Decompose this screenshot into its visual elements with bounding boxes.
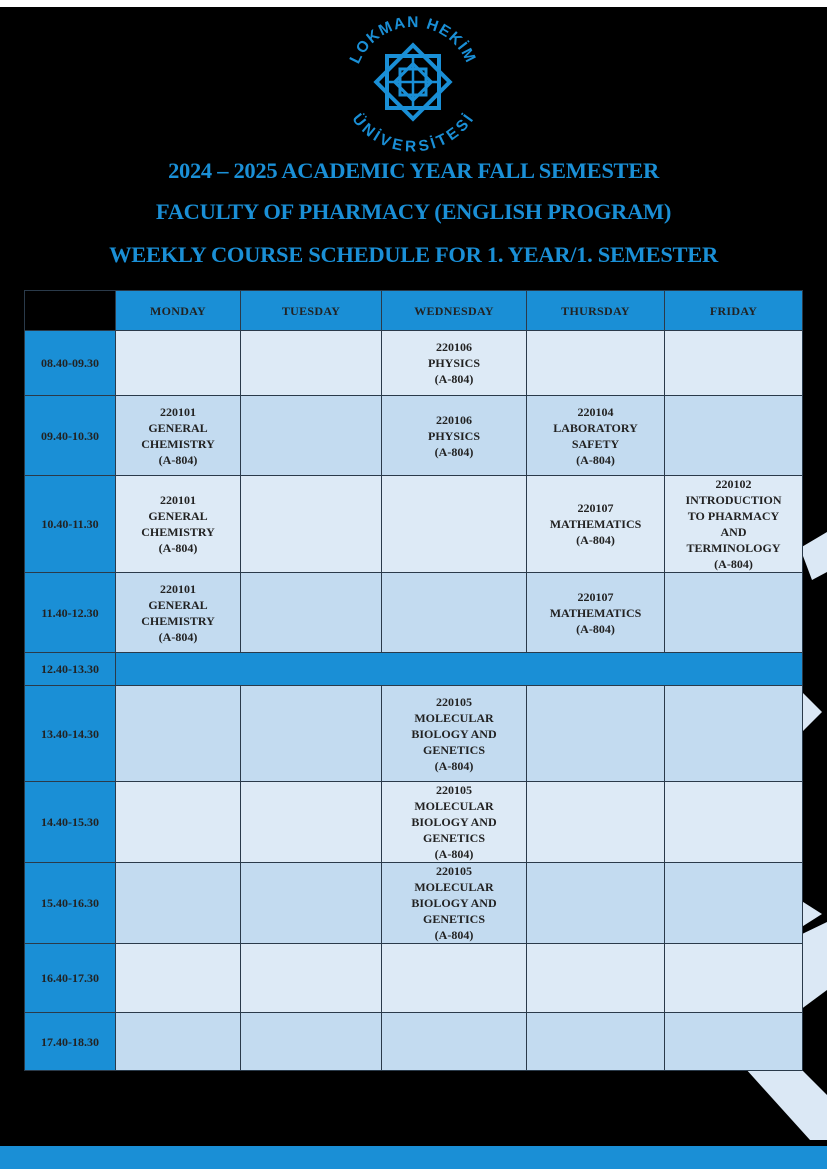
- course-text-line: MATHEMATICS: [549, 517, 642, 531]
- course-text-line: 220107: [577, 589, 614, 604]
- schedule-cell: [527, 573, 665, 653]
- schedule-cell: [382, 396, 527, 476]
- schedule-cell: [116, 686, 241, 782]
- course-text-line: 220101: [160, 404, 196, 419]
- schedule-cell: [241, 944, 382, 1013]
- schedule-cell: [665, 1013, 803, 1071]
- schedule-cell: [665, 782, 803, 863]
- time-slot-label: 13.40-14.30: [25, 686, 116, 782]
- course-text-line: CHEMISTRY: [141, 613, 215, 628]
- schedule-cell: [241, 331, 382, 396]
- schedule-cell: [665, 573, 803, 653]
- course-text-line: PHYSICS: [427, 356, 480, 370]
- course-text-line: TO PHARMACY: [687, 509, 780, 523]
- footer-bar: [0, 1146, 827, 1169]
- course-text-line: 220107: [577, 501, 614, 515]
- schedule-cell: [527, 331, 665, 396]
- schedule-cell: [116, 396, 241, 476]
- course-text-line: BIOLOGY AND: [411, 726, 497, 741]
- schedule-cell: [665, 863, 803, 944]
- course-text-line: LABORATORY: [553, 420, 638, 435]
- course-text-line: TERMINOLOGY: [686, 541, 781, 555]
- course-text-line: (A-804): [434, 444, 474, 459]
- time-slot-label: 16.40-17.30: [25, 944, 116, 1013]
- schedule-cell: [241, 863, 382, 944]
- course-text-line: 220106: [436, 340, 472, 354]
- time-slot-label: 15.40-16.30: [25, 863, 116, 944]
- time-slot-label: 08.40-09.30: [25, 331, 116, 396]
- schedule-row: [25, 396, 803, 476]
- time-slot-label: 09.40-10.30: [25, 396, 116, 476]
- schedule-row: [25, 653, 803, 686]
- page-title-year: 2024 – 2025 ACADEMIC YEAR FALL SEMESTER: [168, 158, 659, 183]
- schedule-cell: [241, 686, 382, 782]
- schedule-cell: [241, 476, 382, 573]
- course-text-line: 220101: [160, 581, 196, 596]
- course-text-line: CHEMISTRY: [141, 436, 215, 451]
- page-title-faculty: FACULTY OF PHARMACY (ENGLISH PROGRAM): [155, 199, 672, 224]
- course-text-line: GENERAL: [148, 420, 208, 435]
- course-text-line: (A-804): [434, 372, 474, 386]
- schedule-cell: [382, 331, 527, 396]
- schedule-cell: [382, 573, 527, 653]
- course-text-line: (A-804): [576, 533, 615, 547]
- schedule-cell: [527, 396, 665, 476]
- logo-text-top: LOKMAN HEKİM: [346, 13, 480, 67]
- time-slot-label: 14.40-15.30: [25, 782, 116, 863]
- course-text-line: 220105: [436, 783, 472, 797]
- course-text-line: 220105: [436, 864, 472, 878]
- schedule-cell: [116, 331, 241, 396]
- schedule-cell: [241, 396, 382, 476]
- course-text-line: BIOLOGY AND: [411, 896, 497, 910]
- schedule-cell: [527, 1013, 665, 1071]
- course-text-line: 220101: [160, 493, 196, 507]
- schedule-cell: [241, 573, 382, 653]
- course-text-line: GENETICS: [422, 742, 486, 757]
- schedule-cell: [382, 782, 527, 863]
- course-text-line: INTRODUCTION: [685, 493, 782, 507]
- lunch-break-bar: [116, 653, 803, 686]
- course-text-line: 220104: [577, 404, 614, 419]
- course-text-line: (A-804): [158, 541, 198, 555]
- course-text-line: (A-804): [714, 557, 753, 571]
- course-text-line: (A-804): [434, 928, 474, 942]
- course-text-line: MOLECULAR: [414, 799, 494, 813]
- course-text-line: PHYSICS: [427, 428, 480, 443]
- course-text-line: MOLECULAR: [414, 710, 494, 725]
- course-text-line: 220105: [436, 694, 472, 709]
- course-text-line: MOLECULAR: [414, 880, 494, 894]
- schedule-row: [25, 331, 803, 396]
- schedule-cell: [382, 863, 527, 944]
- top-strip: [0, 0, 827, 7]
- course-text-line: (A-804): [576, 452, 615, 467]
- course-text-line: (A-804): [158, 629, 198, 644]
- schedule-row: [25, 782, 803, 863]
- schedule-cell: [527, 863, 665, 944]
- schedule-cell: [382, 476, 527, 573]
- schedule-cell: [116, 782, 241, 863]
- course-text-line: BIOLOGY AND: [411, 815, 497, 829]
- logo-text-bottom: ÜNİVERSİTESİ: [348, 110, 478, 154]
- schedule-cell: [665, 396, 803, 476]
- schedule-cell: [382, 944, 527, 1013]
- day-header-friday: FRIDAY: [665, 291, 803, 331]
- schedule-cell: [116, 1013, 241, 1071]
- course-text-line: (A-804): [158, 452, 198, 467]
- schedule-cell: [116, 863, 241, 944]
- time-slot-label: 10.40-11.30: [25, 476, 116, 573]
- day-header-wednesday: WEDNESDAY: [382, 291, 527, 331]
- schedule-cell: [665, 476, 803, 573]
- page-title-schedule: WEEKLY COURSE SCHEDULE FOR 1. YEAR/1. SEMESTER: [109, 242, 718, 267]
- schedule-row: [25, 686, 803, 782]
- corner-cell: [25, 291, 116, 331]
- schedule-cell: [665, 944, 803, 1013]
- course-text-line: CHEMISTRY: [141, 525, 215, 539]
- schedule-row: [25, 476, 803, 573]
- course-text-line: AND: [720, 525, 747, 539]
- schedule-cell: [527, 782, 665, 863]
- schedule-row: [25, 573, 803, 653]
- course-text-line: 220106: [436, 412, 472, 427]
- schedule-cell: [527, 686, 665, 782]
- day-header-thursday: THURSDAY: [527, 291, 665, 331]
- schedule-cell: [665, 331, 803, 396]
- schedule-cell: [527, 476, 665, 573]
- day-header-monday: MONDAY: [116, 291, 241, 331]
- university-logo: [338, 8, 488, 154]
- schedule-row: [25, 1013, 803, 1071]
- schedule-cell: [116, 573, 241, 653]
- time-slot-label: 11.40-12.30: [25, 573, 116, 653]
- course-text-line: MATHEMATICS: [549, 605, 642, 620]
- schedule-cell: [241, 782, 382, 863]
- weekly-schedule-table: [24, 290, 803, 1071]
- schedule-cell: [116, 944, 241, 1013]
- schedule-cell: [382, 686, 527, 782]
- course-text-line: (A-804): [434, 758, 474, 773]
- course-text-line: GENETICS: [422, 912, 486, 926]
- course-text-line: 220102: [715, 477, 752, 491]
- course-text-line: GENETICS: [422, 831, 486, 845]
- course-text-line: SAFETY: [571, 436, 620, 451]
- time-slot-label: 12.40-13.30: [25, 653, 116, 686]
- schedule-cell: [382, 1013, 527, 1071]
- schedule-row: [25, 863, 803, 944]
- schedule-cell: [116, 476, 241, 573]
- course-text-line: GENERAL: [148, 597, 208, 612]
- schedule-cell: [527, 944, 665, 1013]
- time-slot-label: 17.40-18.30: [25, 1013, 116, 1071]
- day-header-tuesday: TUESDAY: [241, 291, 382, 331]
- schedule-cell: [665, 686, 803, 782]
- course-text-line: GENERAL: [148, 509, 208, 523]
- schedule-row: [25, 944, 803, 1013]
- course-text-line: (A-804): [576, 621, 615, 636]
- course-text-line: (A-804): [434, 847, 474, 861]
- schedule-cell: [241, 1013, 382, 1071]
